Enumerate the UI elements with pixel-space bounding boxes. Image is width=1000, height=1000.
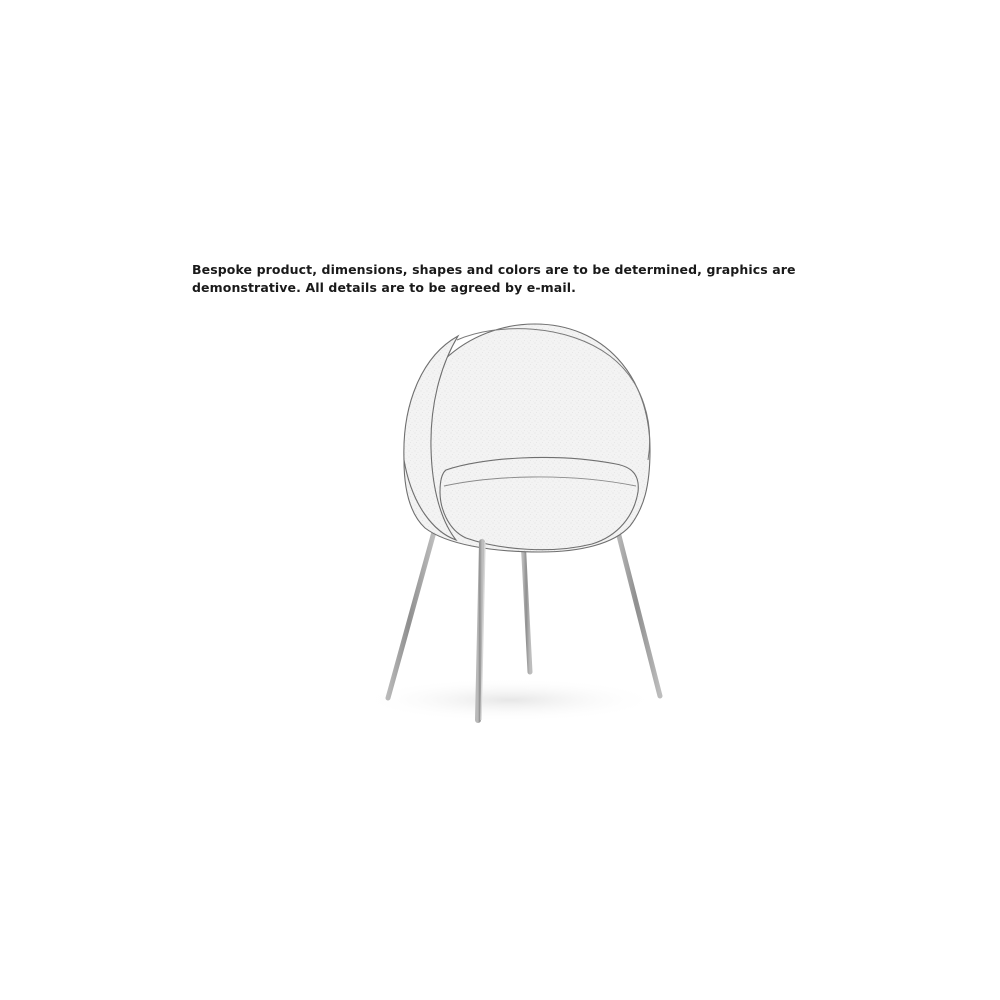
- disclaimer-text: Bespoke product, dimensions, shapes and colors are to be determined, graphics are demonstrative. All details are to be agreed by e-mail.: [192, 261, 796, 295]
- floor-shadow: [360, 678, 660, 722]
- chair-leg-rear-left: [388, 532, 434, 698]
- product-image-armchair: [330, 300, 690, 750]
- chair-leg-front-right: [617, 528, 660, 696]
- chair-seat-cushion: [440, 457, 638, 549]
- chair-leg-rear-right: [523, 538, 530, 672]
